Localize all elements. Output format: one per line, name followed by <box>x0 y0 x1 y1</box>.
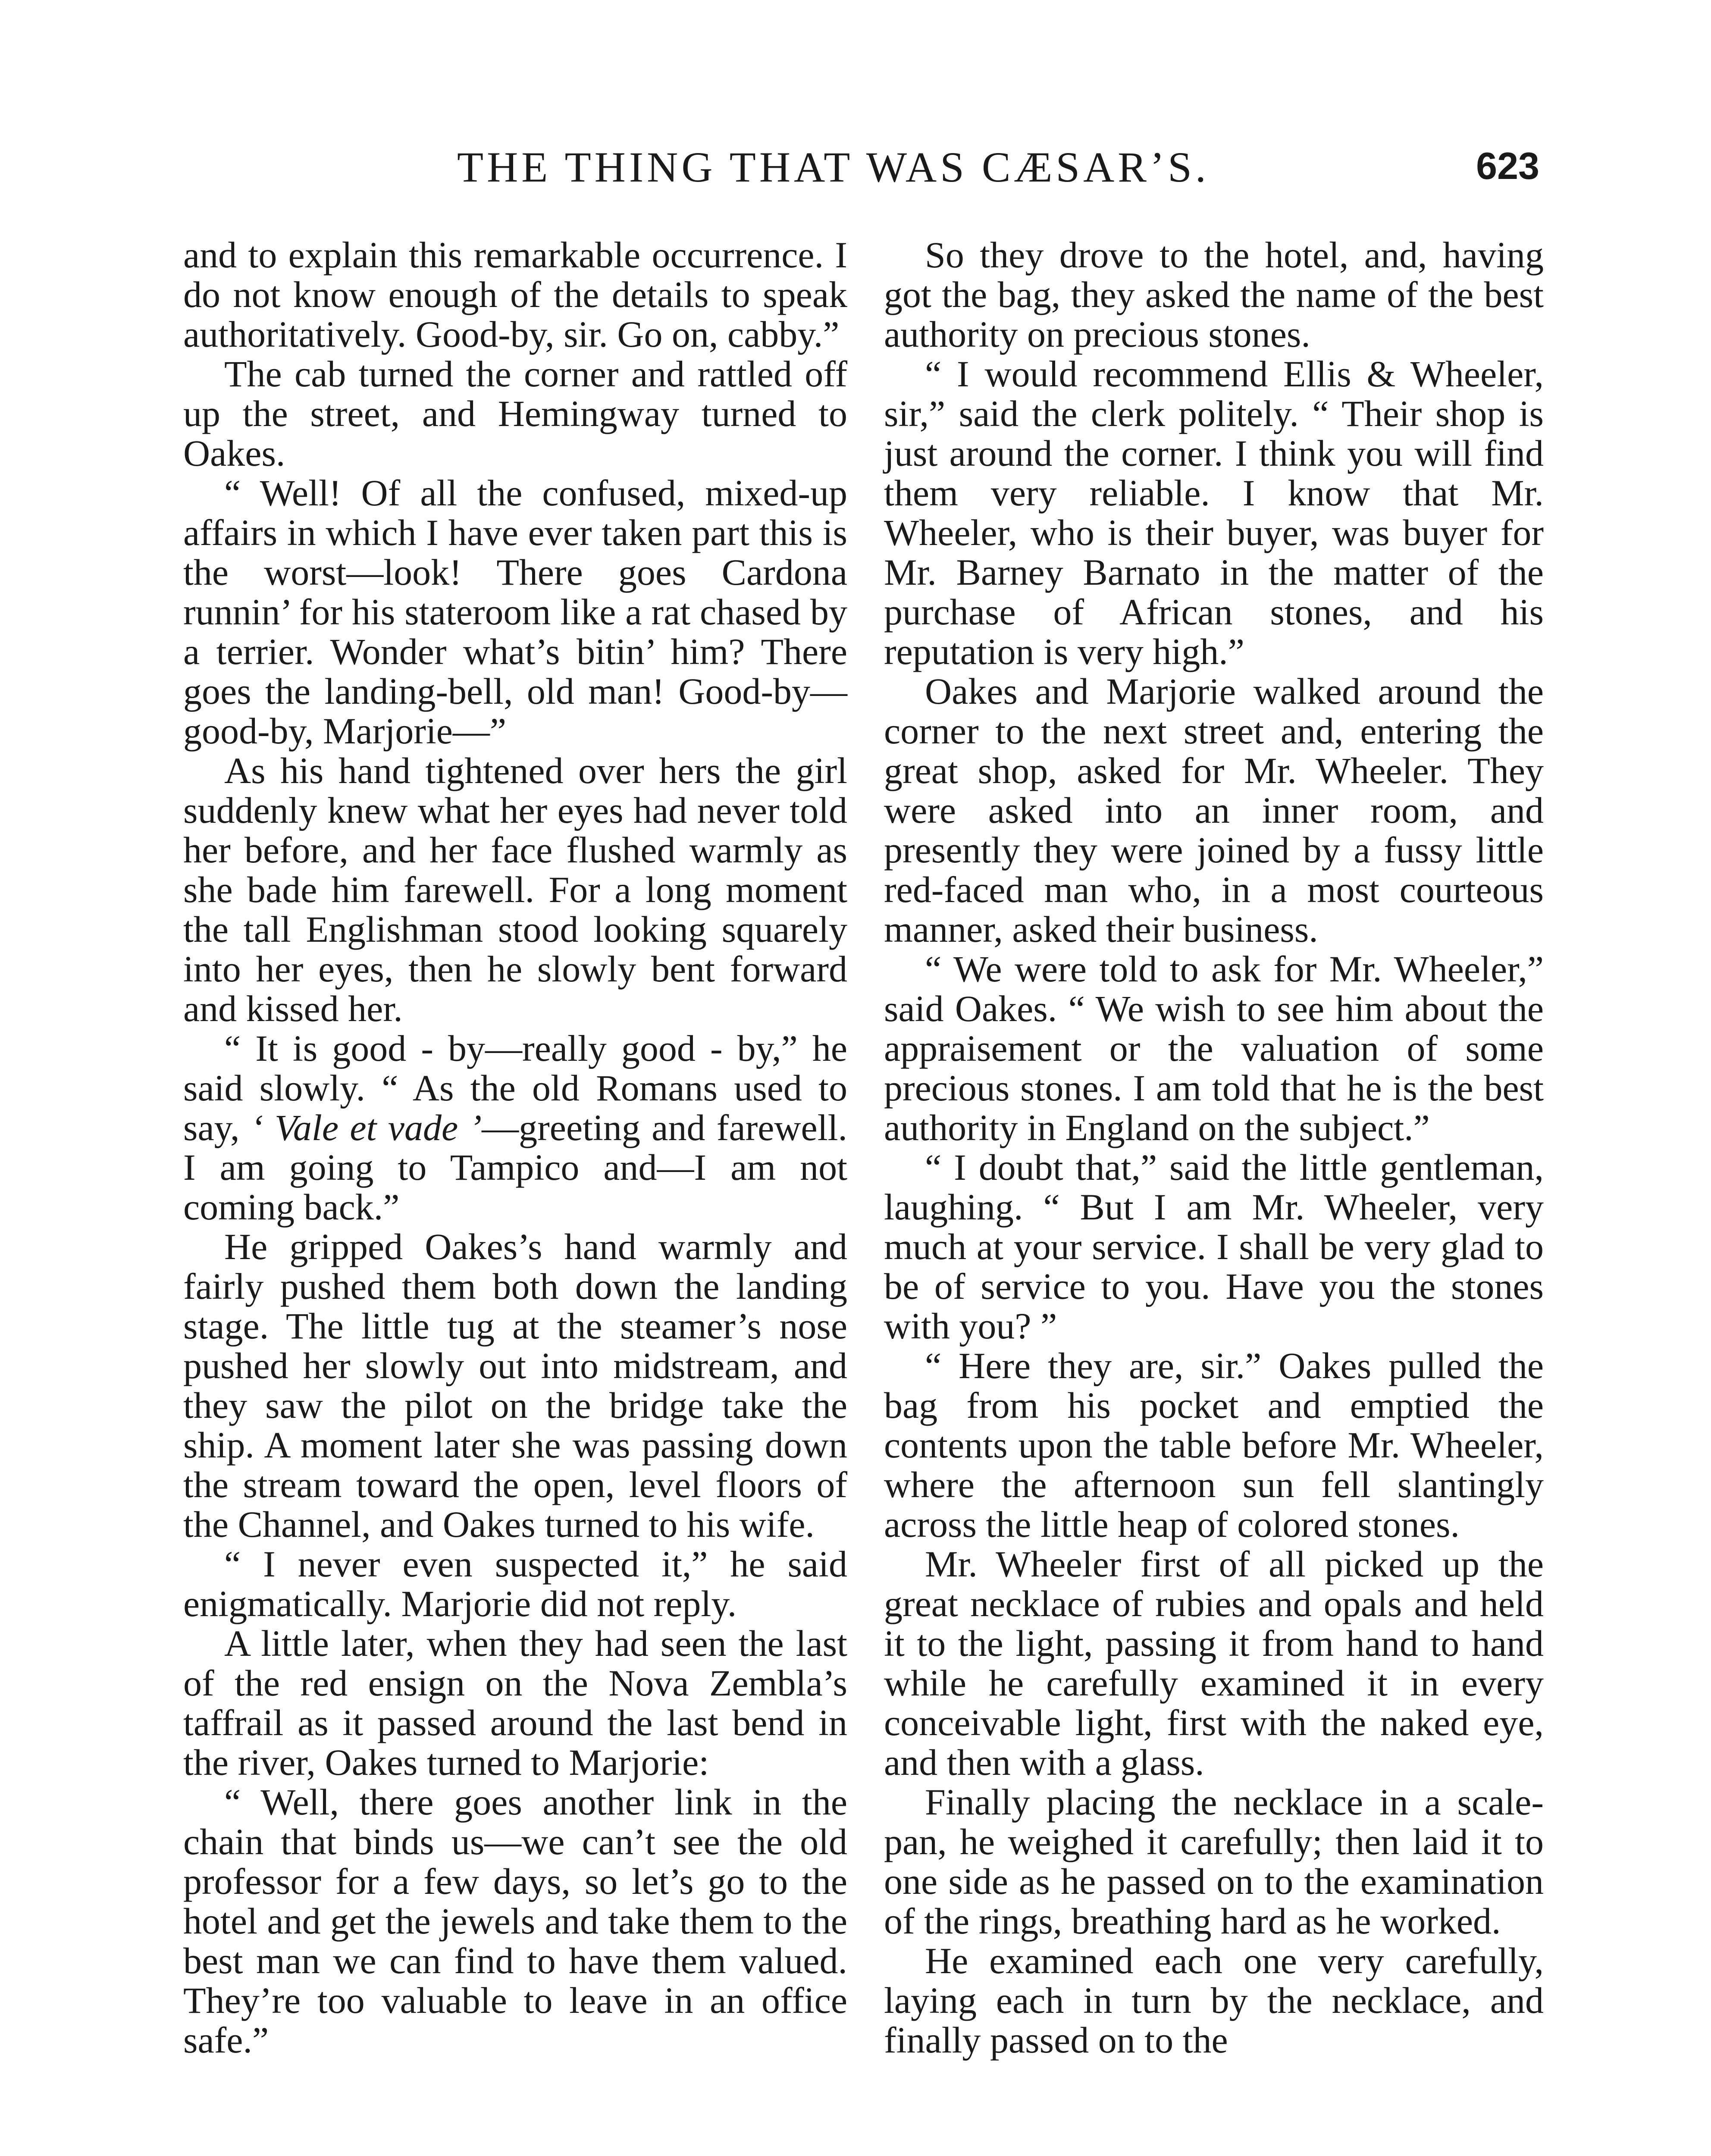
paragraph: “ Here they are, sir.” Oakes pulled the bag from his pocket and emptied the contents upon the table before Mr. Wheeler, where the afternoon sun fell slantingly across the little heap of colored stones. <box>884 1345 1544 1545</box>
paragraph: and to explain this remarkable occurrence. I do not know enough of the details to speak authoritatively. Good-by, sir. Go on, cabby.” <box>183 234 847 355</box>
paragraph: A little later, when they had seen the last of the red ensign on the Nova Zembla’s taffrail as it passed around the last bend in the river, Oakes turned to Marjorie: <box>183 1623 847 1783</box>
paragraph: Mr. Wheeler first of all picked up the great necklace of rubies and opals and held it to the light, passing it from hand to hand while he carefully examined it in every conceivable light, first with the naked eye, and then with a glass. <box>884 1543 1544 1783</box>
paragraph-text: “ It is good - by—really good - by,” he said slowly. “ As the old Romans used to say, <box>183 1028 847 1148</box>
page-number: 623 <box>1476 144 1539 187</box>
left-column <box>183 235 847 2060</box>
paragraph-text: —greeting and farewell. I am going to Tampico and—I am not coming back.” <box>183 1107 847 1228</box>
page-header <box>181 142 1539 203</box>
paragraph: “ We were told to ask for Mr. Wheeler,” said Oakes. “ We wish to see him about the appraisement or the valuation of some precious stones. I am told that he is the best authority in England on the subject.” <box>884 948 1544 1148</box>
paragraph: Oakes and Marjorie walked around the corner to the next street and, entering the great shop, asked for Mr. Wheeler. They were asked into an inner room, and presently they were joined by a fussy little red-faced man who, in a most courteous manner, asked their business. <box>884 671 1544 950</box>
paragraph: “ I never even suspected it,” he said enigmatically. Marjorie did not reply. <box>183 1543 847 1624</box>
paragraph: As his hand tightened over hers the girl suddenly knew what her eyes had never told her before, and her face flushed warmly as she bade him farewell. For a long moment the tall Englishman stood looking squarely into her eyes, then he slowly bent forward and kissed her. <box>183 750 847 1029</box>
running-title: THE THING THAT WAS CÆSAR’S. <box>457 143 1210 191</box>
paragraph: “ I doubt that,” said the little gentleman, laughing. “ But I am Mr. Wheeler, very much at your service. I shall be very glad to be of service to you. Have you the stones with you? ” <box>884 1147 1544 1347</box>
paragraph: He examined each one very carefully, laying each in turn by the necklace, and finally passed on to the <box>884 1940 1544 2061</box>
paragraph: The cab turned the corner and rattled off up the street, and Hemingway turned to Oakes. <box>183 353 847 474</box>
paragraph: He gripped Oakes’s hand warmly and fairly pushed them both down the landing stage. The little tug at the steamer’s nose pushed her slowly out into midstream, and they saw the pilot on the bridge take the ship. A moment later she was passing down the stream toward the open, level floors of the Channel, and Oakes turned to his wife. <box>183 1226 847 1545</box>
paragraph: Finally placing the necklace in a scale-pan, he weighed it carefully; then laid it to one side as he passed on to the examination of the rings, breathing hard as he worked. <box>884 1781 1544 1942</box>
paragraph: “ I would recommend Ellis & Wheeler, sir,” said the clerk politely. “ Their shop is just around the corner. I think you will find them very reliable. I know that Mr. Wheeler, who is their buyer, was buyer for Mr. Barney Barnato in the matter of the purchase of African stones, and his reputation is very high.” <box>884 353 1544 672</box>
paragraph: “ Well, there goes another link in the chain that binds us—we can’t see the old professor for a few days, so let’s go to the hotel and get the jewels and take them to the best man we can find to have them valued. They’re too valuable to leave in an office safe.” <box>183 1781 847 2061</box>
paragraph-vale <box>183 1028 847 1227</box>
paragraph: So they drove to the hotel, and, having got the bag, they asked the name of the best authority on precious stones. <box>884 234 1544 355</box>
paragraph: “ Well! Of all the confused, mixed-up affairs in which I have ever taken part this is the worst—look! There goes Cardona runnin’ for his stateroom like a rat chased by a terrier. Wonder what’s bitin’ him? There goes the landing-bell, old man! Good-by—good-by, Marjorie—” <box>183 472 847 752</box>
latin-phrase: ‘ Vale et vade ’ <box>251 1107 482 1148</box>
right-column <box>884 235 1544 2060</box>
